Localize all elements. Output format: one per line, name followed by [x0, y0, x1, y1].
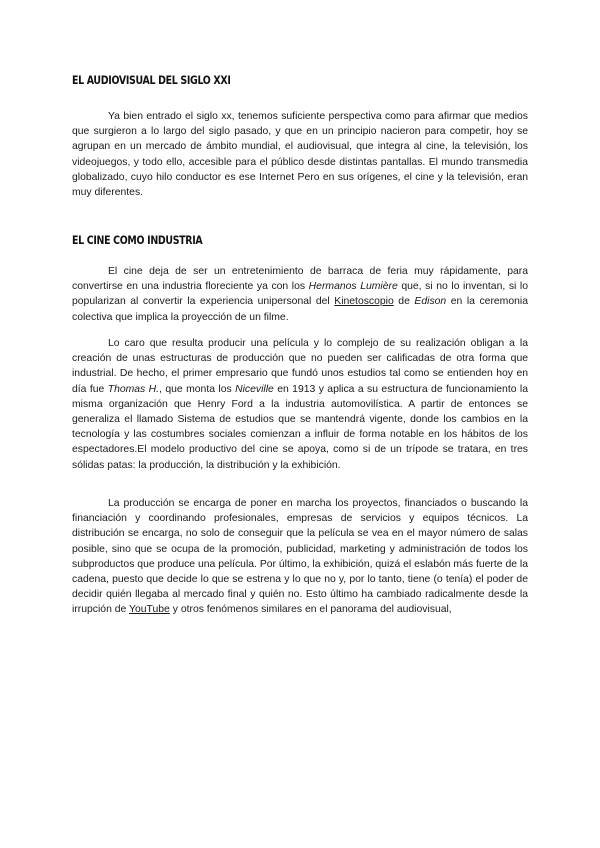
- italic-term: Niceville: [235, 383, 274, 395]
- paragraph-cine-3: [72, 496, 528, 618]
- text-run: de: [393, 296, 415, 308]
- text-run: La producción se encarga de poner en marcha los proyectos, financiados o buscando la financiación y coordinando profesionales, empresas de servicios y equipos técnicos. La distribución se encarga, no solo de conseguir que la película se vea en el mayor número de salas posible, sino que se ocupa de la promoción, publicidad, marketing y administración de todos los subproductos que produce una película. Por último, la exhibición, quizá el eslabón más fuerte de la cadena, puesto que decide lo que se estrena y lo que no y, por lo tanto, tiene (o tenía) el poder de decidir quién llegaba al mercado final y quién no. Esto último ha cambiado radicalmente desde la irrupción de: [72, 498, 528, 616]
- paragraph-cine-1: [72, 264, 528, 325]
- text-run: en la ceremonia colectiva que implica la proyección de un filme.: [72, 296, 528, 323]
- text-run: y otros fenómenos similares en el panorama del audiovisual,: [169, 604, 452, 616]
- italic-term: Hermanos Lumière: [308, 281, 398, 293]
- kinetoscopio-link[interactable]: Kinetoscopio: [334, 296, 394, 308]
- paragraph-cine-2: [72, 336, 528, 473]
- italic-term: Edison: [414, 296, 447, 308]
- section-heading-audiovisual: EL AUDIOVISUAL DEL SIGLO XXI: [72, 73, 231, 87]
- text-run: , que monta los: [159, 383, 236, 395]
- text-run: en 1913 y aplica a su estructura de funcionamiento la misma organización que Henry Ford a la industria automovilística. A partir de entonces se generaliza el llamado Sistema de estudios que se mantendrá vigente, donde los cambios en la tecnología y las costumbres sociales comienzan a influir de forma notable en los hábitos de los espectadores.El modelo productivo del cine se apoya, como si de un trípode se tratara, en tres sólidas patas: la producción, la distribución y la exhibición.: [72, 383, 528, 471]
- italic-term: Thomas H.: [107, 383, 160, 395]
- text-run: El cine deja de ser un entretenimiento de barraca de feria muy rápidamente, para convertirse en una industria floreciente ya con los: [72, 266, 528, 293]
- youtube-link[interactable]: YouTube: [129, 604, 170, 616]
- text-run: Lo caro que resulta producir una película y lo complejo de su realización obligan a la creación de unas estructuras de producción que no pueden ser calificadas de otra forma que industrial. De hecho, el primer empresario que fundó unos estudios tal como se entienden hoy en día fue: [72, 338, 528, 395]
- paragraph-audiovisual: Ya bien entrado el siglo xx, tenemos suficiente perspectiva como para afirmar que medios que surgieron a lo largo del siglo pasado, y que en un principio nacieron para competir, hoy se agrupan en un mercado de ámbito mundial, el audiovisual, que integra al cine, la televisión, los videojuegos, y todo ello, accesible para el público desde distintas pantallas. El mundo transmedia globalizado, cuyo hilo conductor es ese Internet Pero en sus orígenes, el cine y la televisión, eran muy diferentes.: [72, 111, 528, 199]
- text-run: que, si no lo inventan, si lo popularizan al convertir la experiencia unipersonal del: [72, 281, 529, 308]
- section-heading-cine-industria: EL CINE COMO INDUSTRIA: [72, 233, 203, 247]
